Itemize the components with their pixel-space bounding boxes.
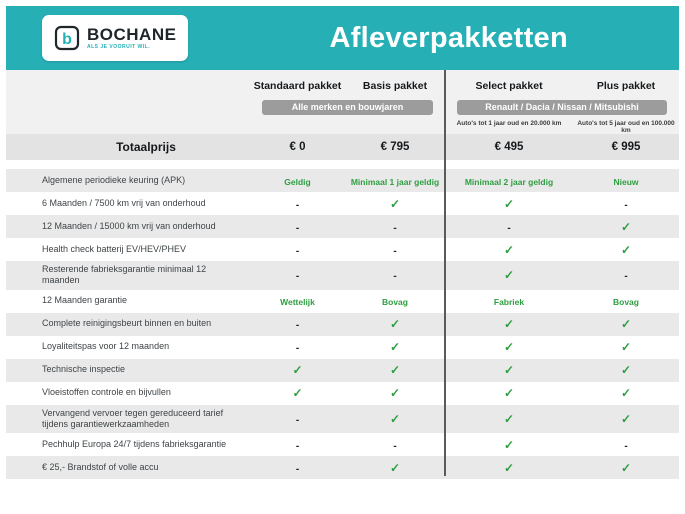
check-icon: ✓ xyxy=(620,340,632,354)
feature-cell xyxy=(573,241,679,259)
column-header-plus: Plus pakket xyxy=(596,80,656,92)
table-row xyxy=(6,456,679,479)
dash-icon: - xyxy=(295,320,300,331)
table-header xyxy=(6,70,679,160)
feature-cell xyxy=(345,218,445,236)
feature-cell xyxy=(445,338,573,356)
check-icon: ✓ xyxy=(389,363,401,377)
table-row xyxy=(6,359,679,382)
check-icon: ✓ xyxy=(503,340,515,354)
feature-cell xyxy=(573,266,679,284)
dash-icon: - xyxy=(295,222,300,234)
feature-cell xyxy=(573,410,679,428)
check-icon: ✓ xyxy=(292,386,303,400)
feature-label: Health check batterij EV/HEV/PHEV xyxy=(42,243,187,254)
dash-icon: - xyxy=(295,245,300,257)
feature-cell xyxy=(250,292,345,310)
check-icon: ✓ xyxy=(389,460,401,475)
total-price-label: Totaalprijs xyxy=(116,140,176,154)
feature-label: 12 Maanden garantie xyxy=(42,295,128,306)
check-icon: ✓ xyxy=(503,268,515,283)
feature-label: Pechhulp Europa 24/7 tijdens fabrieksgarantie xyxy=(42,438,227,449)
dash-icon: - xyxy=(624,440,628,452)
table-row xyxy=(6,290,679,313)
group-badge-all-brands: Alle merken en bouwjaren xyxy=(262,100,433,115)
feature-cell xyxy=(345,266,445,284)
feature-cell xyxy=(573,218,679,236)
feature-cell xyxy=(250,459,345,477)
group-badge-renault-dacia-nissan-mitsubishi: Renault / Dacia / Nissan / Mitsubishi xyxy=(457,100,667,115)
dash-icon: - xyxy=(295,463,300,475)
dash-icon: - xyxy=(393,271,397,283)
column-subtitle-plus: Auto's tot 5 jaar oud en 100.000 km xyxy=(577,120,675,134)
feature-cell xyxy=(345,338,445,356)
check-icon: ✓ xyxy=(389,386,401,400)
feature-cell xyxy=(445,361,573,379)
dash-icon: - xyxy=(295,414,300,426)
column-header-basis: Basis pakket xyxy=(362,80,428,92)
feature-label: Algemene periodieke keuring (APK) xyxy=(42,174,186,185)
feature-value: Wettelijk xyxy=(280,297,315,307)
dash-icon: - xyxy=(393,440,397,452)
feature-cell xyxy=(573,361,679,379)
feature-value: Bovag xyxy=(382,297,408,307)
column-header-standaard: Standaard pakket xyxy=(253,80,342,92)
column-headers-row xyxy=(6,80,679,100)
check-icon: ✓ xyxy=(389,411,401,426)
feature-cell xyxy=(573,436,679,454)
group-divider-line xyxy=(444,70,446,476)
feature-cell xyxy=(573,292,679,310)
feature-cell xyxy=(345,384,445,402)
feature-cell xyxy=(445,218,573,236)
group-badges-row xyxy=(6,100,679,120)
table-row xyxy=(6,382,679,405)
feature-cell xyxy=(345,459,445,477)
feature-value: Geldig xyxy=(284,176,311,187)
feature-cell xyxy=(250,266,345,284)
feature-cell xyxy=(445,241,573,259)
check-icon: ✓ xyxy=(620,242,632,257)
feature-cell xyxy=(345,292,445,310)
check-icon: ✓ xyxy=(620,411,632,426)
feature-cell xyxy=(573,315,679,333)
check-icon: ✓ xyxy=(503,460,515,475)
feature-cell xyxy=(345,241,445,259)
packages-table xyxy=(6,70,679,479)
check-icon: ✓ xyxy=(503,411,515,426)
feature-cell xyxy=(345,195,445,213)
table-row xyxy=(6,169,679,192)
feature-cell xyxy=(345,315,445,333)
total-price-standaard: € 0 xyxy=(289,141,306,153)
feature-cell xyxy=(445,436,573,454)
feature-value: Nieuw xyxy=(613,176,639,187)
check-icon: ✓ xyxy=(503,363,515,377)
feature-cell xyxy=(445,459,573,477)
feature-cell xyxy=(445,266,573,284)
check-icon: ✓ xyxy=(620,363,632,377)
feature-label: 6 Maanden / 7500 km vrij van onderhoud xyxy=(42,197,206,208)
feature-value: Fabriek xyxy=(493,297,525,307)
dash-icon: - xyxy=(393,245,397,257)
feature-cell xyxy=(345,436,445,454)
check-icon: ✓ xyxy=(620,317,632,331)
logo-text xyxy=(87,26,176,50)
table-row xyxy=(6,336,679,359)
feature-cell xyxy=(445,410,573,428)
bochane-logo-icon xyxy=(54,25,80,51)
table-body xyxy=(6,169,679,479)
logo-name: BOCHANE xyxy=(87,25,177,44)
check-icon: ✓ xyxy=(503,437,515,452)
table-row xyxy=(6,261,679,290)
feature-cell xyxy=(445,292,573,310)
feature-cell xyxy=(445,172,573,190)
feature-value: Minimaal 1 jaar geldig xyxy=(350,176,440,187)
check-icon: ✓ xyxy=(620,460,632,475)
check-icon: ✓ xyxy=(389,196,401,211)
app-header xyxy=(6,6,679,70)
feature-cell xyxy=(345,172,445,190)
feature-cell xyxy=(250,241,345,259)
table-row xyxy=(6,238,679,261)
dash-icon: - xyxy=(624,199,628,211)
feature-cell xyxy=(250,172,345,190)
feature-cell xyxy=(345,361,445,379)
feature-label: Loyaliteitspas voor 12 maanden xyxy=(42,341,170,352)
feature-cell xyxy=(345,410,445,428)
dash-icon: - xyxy=(295,199,300,211)
logo-tagline: ALS JE VOORUIT WIL. xyxy=(87,44,151,50)
feature-cell xyxy=(250,338,345,356)
check-icon: ✓ xyxy=(620,386,632,400)
bochane-logo[interactable] xyxy=(42,15,188,61)
column-subtitles-row xyxy=(6,120,679,134)
dash-icon: - xyxy=(624,271,628,283)
feature-label: 12 Maanden / 15000 km vrij van onderhoud xyxy=(42,220,216,231)
table-row xyxy=(6,433,679,456)
total-price-select: € 495 xyxy=(494,141,524,153)
dash-icon: - xyxy=(295,271,300,283)
feature-value: Bovag xyxy=(613,297,639,307)
total-price-basis: € 795 xyxy=(380,141,410,153)
feature-label: Vloeistoffen controle en bijvullen xyxy=(42,387,171,398)
feature-cell xyxy=(445,195,573,213)
feature-cell xyxy=(250,195,345,213)
check-icon: ✓ xyxy=(620,219,632,234)
feature-label: Resterende fabrieksgarantie minimaal 12 maanden xyxy=(42,264,207,286)
feature-label: Complete reinigingsbeurt binnen en buiten xyxy=(42,318,212,329)
dash-icon: - xyxy=(393,222,397,234)
check-icon: ✓ xyxy=(503,386,515,400)
feature-cell xyxy=(445,315,573,333)
table-row xyxy=(6,215,679,238)
dash-icon: - xyxy=(295,343,300,354)
feature-cell xyxy=(573,384,679,402)
check-icon: ✓ xyxy=(503,317,515,331)
feature-label: Vervangend vervoer tegen gereduceerd tarief tijdens garantiewerkzaamheden xyxy=(42,407,224,429)
feature-cell xyxy=(250,410,345,428)
feature-cell xyxy=(573,195,679,213)
check-icon: ✓ xyxy=(503,196,515,211)
total-price-row xyxy=(6,134,679,160)
table-row xyxy=(6,192,679,215)
page-title: Afleverpakketten xyxy=(329,21,568,54)
total-price-plus: € 995 xyxy=(611,141,641,153)
table-row xyxy=(6,313,679,336)
feature-cell xyxy=(250,361,345,379)
check-icon: ✓ xyxy=(389,317,401,331)
feature-cell xyxy=(250,384,345,402)
feature-cell xyxy=(250,315,345,333)
check-icon: ✓ xyxy=(503,242,515,257)
header-body-gap xyxy=(6,160,679,169)
feature-value: Minimaal 2 jaar geldig xyxy=(464,176,554,187)
table-row xyxy=(6,405,679,434)
feature-cell xyxy=(250,436,345,454)
feature-label: Technische inspectie xyxy=(42,364,126,375)
feature-cell xyxy=(573,338,679,356)
column-header-select: Select pakket xyxy=(475,80,543,92)
feature-cell xyxy=(573,172,679,190)
column-subtitle-select: Auto's tot 1 jaar oud en 20.000 km xyxy=(456,120,562,127)
feature-cell xyxy=(445,384,573,402)
svg-text:b: b xyxy=(62,31,72,48)
dash-icon: - xyxy=(507,222,511,234)
feature-label: € 25,- Brandstof of volle accu xyxy=(42,461,159,472)
check-icon: ✓ xyxy=(292,363,303,377)
feature-cell xyxy=(573,459,679,477)
dash-icon: - xyxy=(295,440,300,452)
check-icon: ✓ xyxy=(389,340,401,354)
feature-cell xyxy=(250,218,345,236)
